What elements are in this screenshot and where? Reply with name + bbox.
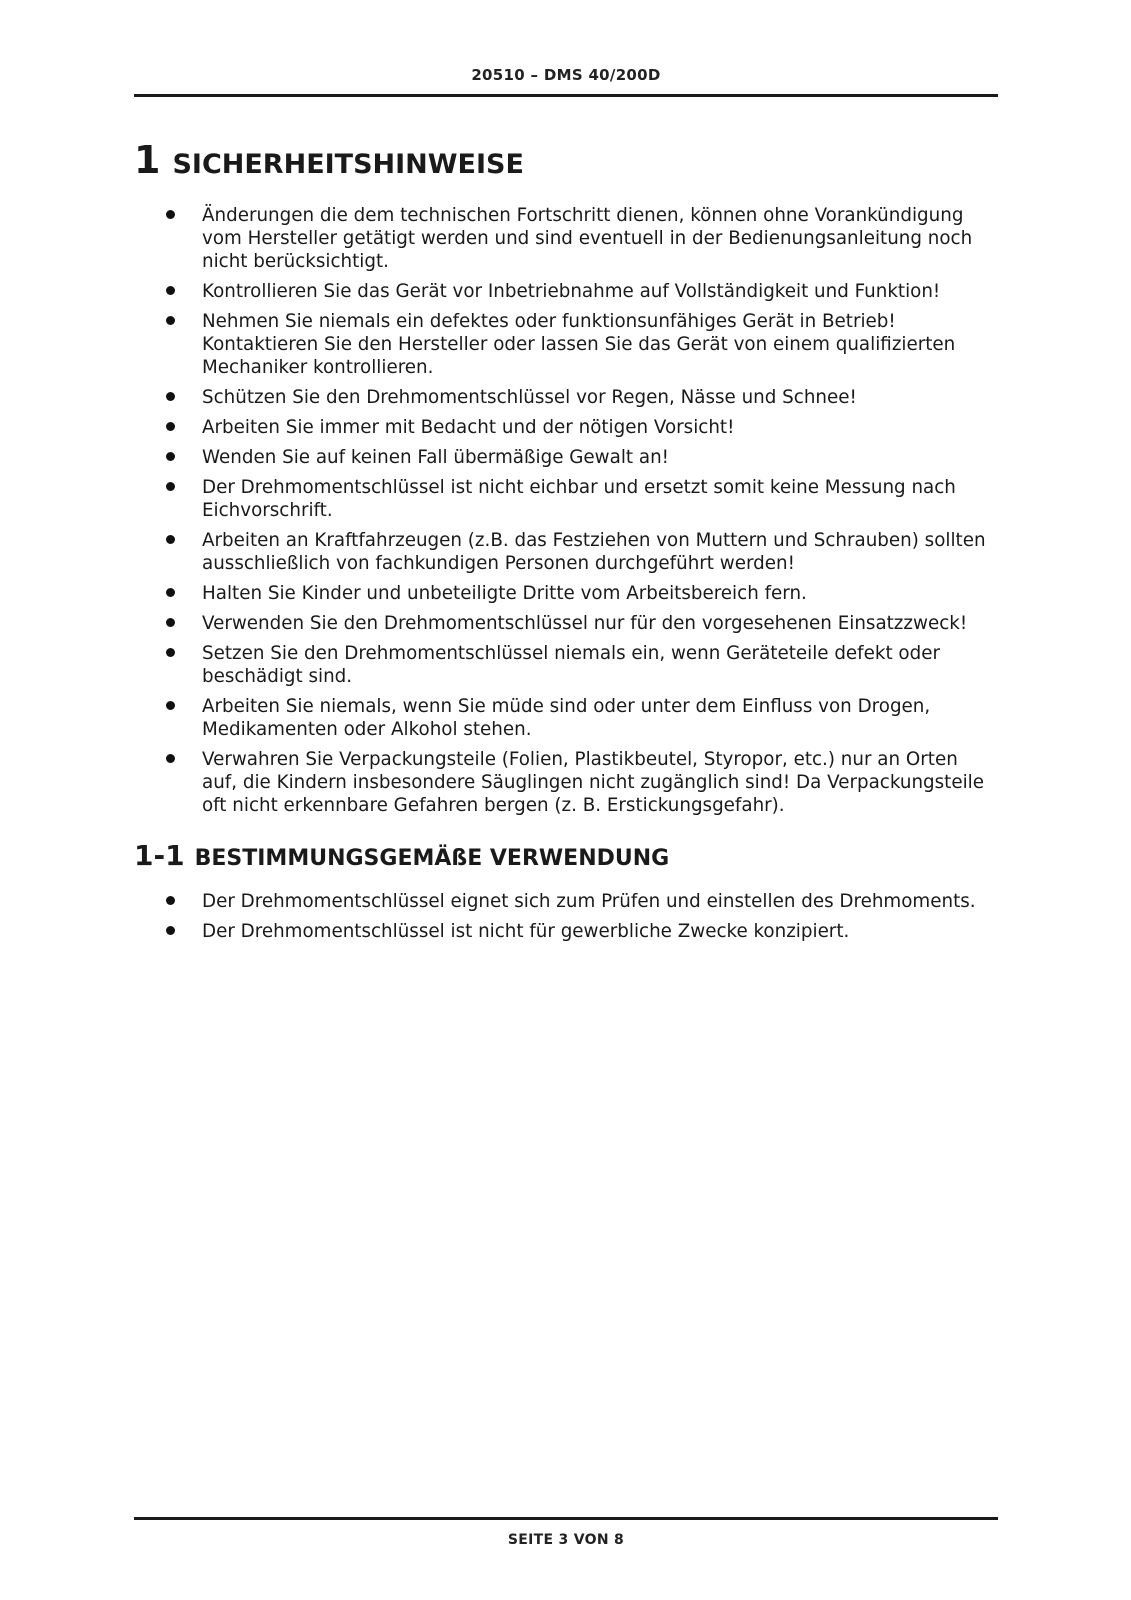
list-item (134, 446, 998, 469)
list-item (134, 310, 998, 379)
bullet-icon (166, 926, 175, 935)
footer-rule (134, 1517, 998, 1520)
list-item-text: Arbeiten an Kraftfahrzeugen (z.B. das Festziehen von Muttern und Schrauben) sollten ausschließlich von fachkundigen Personen durchgeführt werden! (202, 530, 986, 574)
list-item (134, 204, 998, 273)
section-number: 1 (134, 138, 161, 182)
bullet-icon (166, 286, 175, 295)
intended-use-list (134, 890, 998, 943)
list-item-text: Verwenden Sie den Drehmomentschlüssel nur für den vorgesehenen Einsatzzweck! (202, 613, 968, 634)
bullet-icon (166, 588, 175, 597)
list-item (134, 920, 998, 943)
list-item (134, 280, 998, 303)
bullet-icon (166, 422, 175, 431)
list-item (134, 612, 998, 635)
list-item (134, 642, 998, 688)
bullet-icon (166, 392, 175, 401)
list-item-text: Halten Sie Kinder und unbeteiligte Dritte vom Arbeitsbereich fern. (202, 583, 807, 604)
list-item-text: Arbeiten Sie immer mit Bedacht und der nötigen Vorsicht! (202, 417, 735, 438)
bullet-icon (166, 701, 175, 710)
list-item-text: Verwahren Sie Verpackungsteile (Folien, Plastikbeutel, Styropor, etc.) nur an Orten auf, die Kindern insbesondere Säuglingen nicht zugänglich sind! Da Verpackungsteile oft nicht erkennbare Gefahren bergen (z. B. Erstickungsgefahr). (202, 749, 984, 816)
bullet-icon (166, 535, 175, 544)
bullet-icon (166, 452, 175, 461)
section-number: 1-1 (134, 839, 185, 872)
header-rule (134, 94, 998, 97)
section-heading-safety (134, 138, 998, 182)
safety-list (134, 204, 998, 817)
list-item-text: Der Drehmomentschlüssel ist nicht für gewerbliche Zwecke konzipiert. (202, 921, 850, 942)
list-item (134, 386, 998, 409)
list-item (134, 416, 998, 439)
bullet-icon (166, 754, 175, 763)
list-item-text: Der Drehmomentschlüssel eignet sich zum Prüfen und einstellen des Drehmoments. (202, 891, 976, 912)
list-item-text: Setzen Sie den Drehmomentschlüssel niemals ein, wenn Geräteteile defekt oder beschädigt sind. (202, 643, 940, 687)
bullet-icon (166, 482, 175, 491)
list-item (134, 890, 998, 913)
list-item (134, 582, 998, 605)
page-number: SEITE 3 VON 8 (507, 1532, 625, 1548)
page-header: 20510 – DMS 40/200D (471, 66, 661, 84)
bullet-icon (166, 648, 175, 657)
list-item-text: Arbeiten Sie niemals, wenn Sie müde sind oder unter dem Einfluss von Drogen, Medikamenten oder Alkohol stehen. (202, 696, 931, 740)
list-item (134, 529, 998, 575)
list-item-text: Änderungen die dem technischen Fortschritt dienen, können ohne Vorankündigung vom Hersteller getätigt werden und sind eventuell in der Bedienungsanleitung noch nicht berücksichtigt. (202, 205, 973, 272)
list-item-text: Wenden Sie auf keinen Fall übermäßige Gewalt an! (202, 447, 670, 468)
section-heading-intended-use (134, 839, 998, 872)
bullet-icon (166, 896, 175, 905)
list-item-text: Schützen Sie den Drehmomentschlüssel vor Regen, Nässe und Schnee! (202, 387, 857, 408)
list-item (134, 476, 998, 522)
bullet-icon (166, 210, 175, 219)
bullet-icon (166, 618, 175, 627)
list-item-text: Nehmen Sie niemals ein defektes oder funktionsunfähiges Gerät in Betrieb! Kontaktieren Sie den Hersteller oder lassen Sie das Gerät von einem qualifizierten Mechaniker kontrollieren. (202, 311, 956, 378)
bullet-icon (166, 316, 175, 325)
section-title: SICHERHEITSHINWEISE (172, 149, 524, 180)
list-item (134, 748, 998, 817)
list-item-text: Der Drehmomentschlüssel ist nicht eichbar und ersetzt somit keine Messung nach Eichvorschrift. (202, 477, 956, 521)
list-item-text: Kontrollieren Sie das Gerät vor Inbetriebnahme auf Vollständigkeit und Funktion! (202, 281, 941, 302)
list-item (134, 695, 998, 741)
section-title: BESTIMMUNGSGEMÄßE VERWENDUNG (194, 846, 670, 871)
page-content (134, 138, 998, 950)
